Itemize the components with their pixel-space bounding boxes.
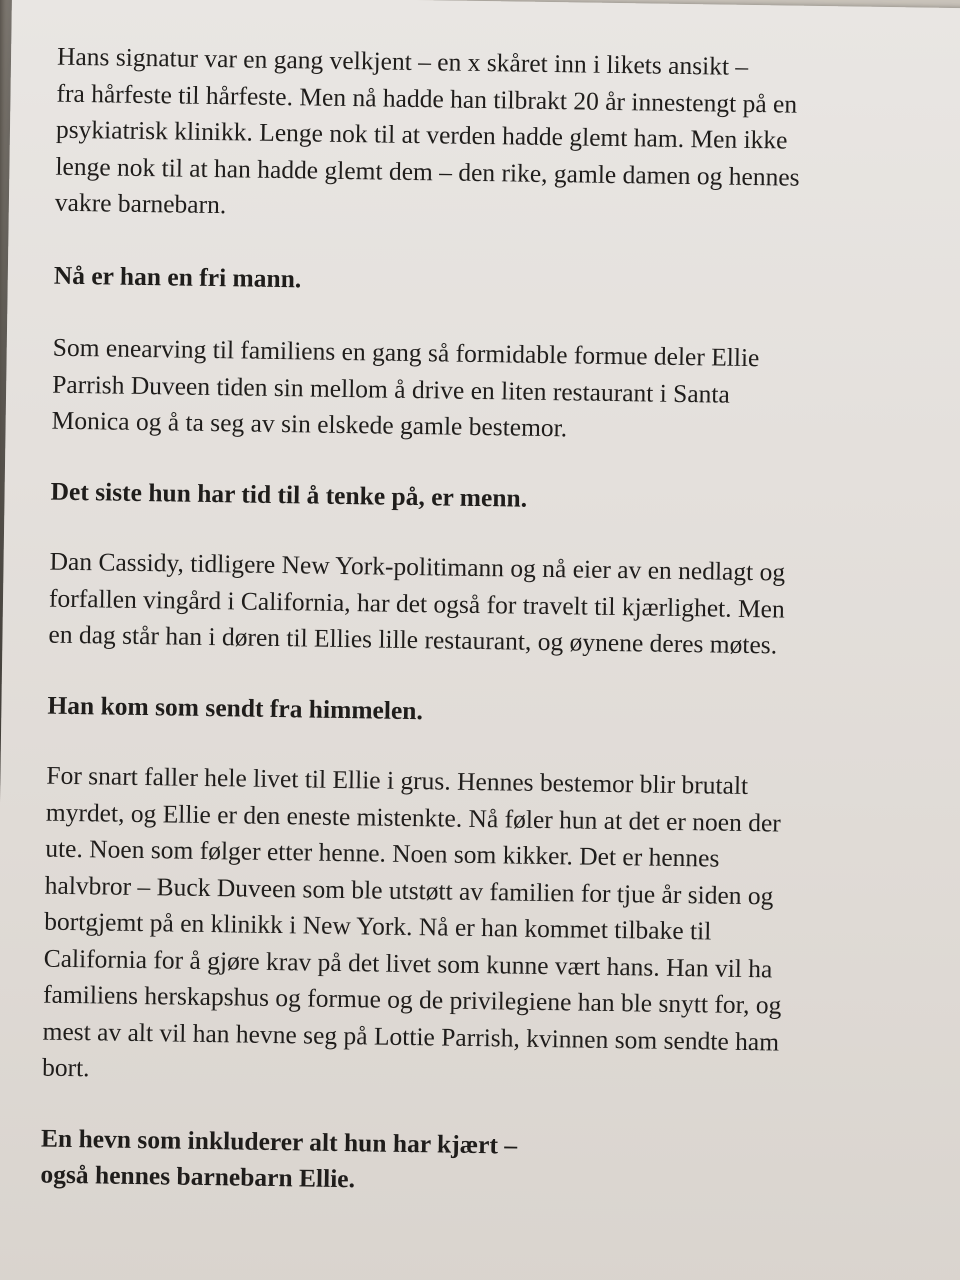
blurb-text [40, 39, 937, 1206]
para2-line: Monica og å ta seg av sin elskede gamle bestemor. [51, 405, 568, 443]
para4-line: familiens herskapshus og formue og de privilegiene han ble snytt for, og [42, 979, 782, 1020]
para1-line: fra hårfeste til hårfeste. Men nå hadde han tilbrakt 20 år innestengt på en [56, 78, 798, 119]
para4-line: mest av alt vil han hevne seg på Lottie Parrish, kvinnen som sendte ham [42, 1016, 780, 1056]
closing-line: En hevn som inkluderer alt hun har kjært – [40, 1123, 518, 1160]
para4-line: bortgjemt på en klinikk i New York. Nå er han kommet tilbake til [44, 906, 712, 946]
para4-line: ute. Noen som følger etter henne. Noen som kikker. Det er hennes [45, 833, 720, 873]
para3-line: en dag står han i døren til Ellies lille restaurant, og øynene deres møtes. [48, 619, 778, 660]
para3-line: Dan Cassidy, tidligere New York-politimann og nå eier av en nedlagt og [49, 546, 786, 587]
para4-line: California for å gjøre krav på det livet som kunne vært hans. Han vil ha [43, 943, 773, 983]
heading-free-man: Nå er han en fri mann. [53, 260, 302, 293]
closing-line: også hennes barnebarn Ellie. [40, 1159, 356, 1194]
para4-line: myrdet, og Ellie er den eneste mistenkte. Nå føler hun at det er noen der [45, 797, 781, 837]
para2-line: Som enearving til familiens en gang så formidable formue deler Ellie [52, 332, 760, 373]
heading-no-time: Det siste hun har tid til å tenke på, er menn. [50, 476, 528, 513]
para1-line: lenge nok til at han hadde glemt dem – den rike, gamle damen og hennes [55, 151, 800, 192]
para4-line: bort. [41, 1052, 90, 1083]
para1-line: vakre barnebarn. [54, 187, 227, 220]
para1-line: psykiatrisk klinikk. Lenge nok til at verden hadde glemt ham. Men ikke [55, 114, 788, 155]
para4-line: For snart faller hele livet til Ellie i grus. Hennes bestemor blir brutalt [46, 760, 749, 801]
para3-line: forfallen vingård i California, har det også for travelt til kjærlighet. Men [48, 583, 785, 624]
para2-line: Parrish Duveen tiden sin mellom å drive en liten restaurant i Santa [52, 369, 731, 409]
para1-line: Hans signatur var en gang velkjent – en x skåret inn i likets ansikt – [56, 41, 749, 81]
heading-heaven-sent: Han kom som sendt fra himmelen. [47, 690, 424, 725]
para4-line: halvbror – Buck Duveen som ble utstøtt av familien for tjue år siden og [44, 870, 774, 910]
